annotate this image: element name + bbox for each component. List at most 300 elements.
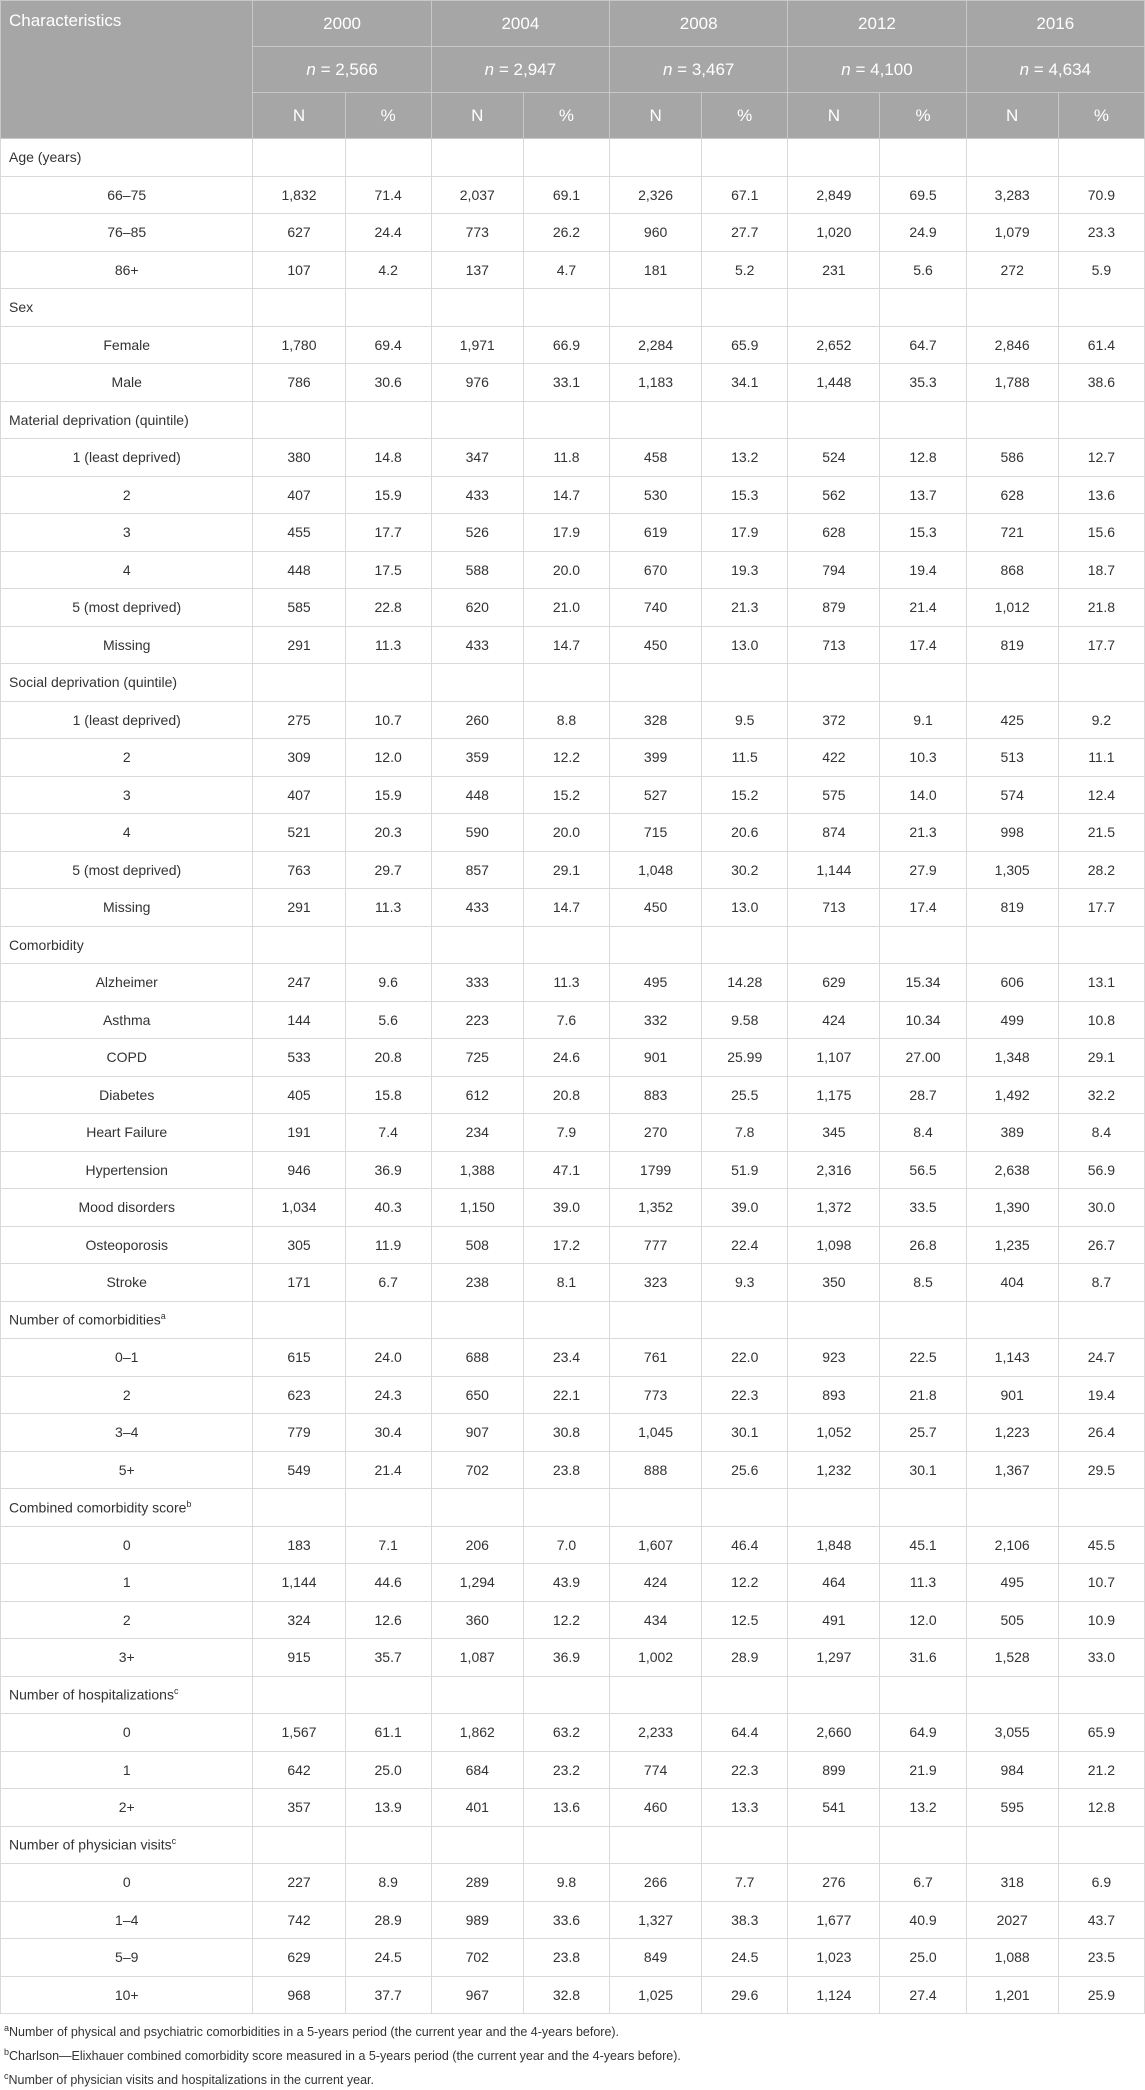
percent-cell: 9.5 [702, 701, 788, 739]
n-symbol: n [662, 59, 673, 79]
count-cell: 206 [431, 1526, 523, 1564]
percent-cell: 9.3 [702, 1264, 788, 1302]
empty-cell [880, 926, 966, 964]
row-label: Male [1, 364, 253, 402]
empty-cell [788, 926, 880, 964]
percent-cell: 30.2 [702, 851, 788, 889]
percent-cell: 40.3 [345, 1189, 431, 1227]
percent-cell: 21.8 [1058, 589, 1144, 627]
count-cell: 2,037 [431, 176, 523, 214]
empty-cell [253, 1826, 345, 1864]
section-title-text: Social deprivation (quintile) [9, 674, 178, 691]
empty-cell [253, 289, 345, 327]
count-cell: 305 [253, 1226, 345, 1264]
percent-cell: 56.9 [1058, 1151, 1144, 1189]
empty-cell [788, 1489, 880, 1527]
row-label: 4 [1, 551, 253, 589]
count-cell: 1,348 [966, 1039, 1058, 1077]
count-cell: 702 [431, 1451, 523, 1489]
row-label: Missing [1, 889, 253, 927]
table-row [1, 1526, 1145, 1564]
empty-cell [880, 664, 966, 702]
percent-cell: 45.1 [880, 1526, 966, 1564]
percent-cell: 37.7 [345, 1976, 431, 2014]
percent-cell: 27.00 [880, 1039, 966, 1077]
count-cell: 2,316 [788, 1151, 880, 1189]
empty-cell [253, 664, 345, 702]
empty-cell [1058, 664, 1144, 702]
percent-cell: 17.7 [1058, 626, 1144, 664]
percent-cell: 23.2 [523, 1751, 609, 1789]
empty-cell [610, 289, 702, 327]
table-body [1, 139, 1145, 2014]
percent-cell: 17.4 [880, 889, 966, 927]
count-cell: 1,352 [610, 1189, 702, 1227]
empty-cell [345, 1489, 431, 1527]
percent-cell: 7.1 [345, 1526, 431, 1564]
percent-cell: 17.7 [345, 514, 431, 552]
section-title [1, 1489, 253, 1527]
row-label: 76–85 [1, 214, 253, 252]
percent-cell: 10.8 [1058, 1001, 1144, 1039]
count-cell: 629 [253, 1939, 345, 1977]
table-row [1, 1751, 1145, 1789]
section-title-text: Number of hospitalizations [9, 1687, 174, 1704]
count-cell: 612 [431, 1076, 523, 1114]
count-cell: 1,023 [788, 1939, 880, 1977]
percent-cell: 56.5 [880, 1151, 966, 1189]
percent-cell: 20.8 [345, 1039, 431, 1077]
empty-cell [253, 1676, 345, 1714]
section-row [1, 139, 1145, 177]
table-row [1, 1451, 1145, 1489]
empty-cell [880, 1489, 966, 1527]
row-label: Heart Failure [1, 1114, 253, 1152]
percent-cell: 6.7 [345, 1264, 431, 1302]
percent-cell: 15.3 [880, 514, 966, 552]
count-cell: 1,098 [788, 1226, 880, 1264]
count-cell: 171 [253, 1264, 345, 1302]
count-cell: 2,660 [788, 1714, 880, 1752]
count-cell: 713 [788, 889, 880, 927]
percent-cell: 10.3 [880, 739, 966, 777]
count-cell: 1,002 [610, 1639, 702, 1677]
sample-size-header: n = 3,467 [610, 47, 788, 93]
row-label: Female [1, 326, 253, 364]
count-cell: 527 [610, 776, 702, 814]
percent-cell: 33.1 [523, 364, 609, 402]
percent-cell: 12.0 [345, 739, 431, 777]
count-cell: 1,079 [966, 214, 1058, 252]
count-cell: 1,175 [788, 1076, 880, 1114]
percent-cell: 63.2 [523, 1714, 609, 1752]
count-cell: 879 [788, 589, 880, 627]
empty-cell [610, 1301, 702, 1339]
characteristics-header: Characteristics [1, 1, 253, 139]
count-cell: 779 [253, 1414, 345, 1452]
empty-cell [1058, 401, 1144, 439]
percent-cell: 24.3 [345, 1376, 431, 1414]
empty-cell [345, 926, 431, 964]
count-cell: 1,143 [966, 1339, 1058, 1377]
count-cell: 1,124 [788, 1976, 880, 2014]
n-symbol: n [841, 59, 851, 79]
count-cell: 1,201 [966, 1976, 1058, 2014]
empty-cell [1058, 139, 1144, 177]
table-row [1, 1714, 1145, 1752]
empty-cell [253, 926, 345, 964]
count-cell: 1,780 [253, 326, 345, 364]
table-row [1, 1639, 1145, 1677]
count-cell: 270 [610, 1114, 702, 1152]
table-row [1, 701, 1145, 739]
count-cell: 1,144 [253, 1564, 345, 1602]
percent-cell: 9.2 [1058, 701, 1144, 739]
sample-size-header: n = 2,566 [253, 47, 431, 93]
section-title-text: Material deprivation (quintile) [9, 411, 189, 428]
percent-cell: 10.34 [880, 1001, 966, 1039]
count-cell: 266 [610, 1864, 702, 1902]
count-cell: 191 [253, 1114, 345, 1152]
percent-cell: 13.0 [702, 626, 788, 664]
empty-cell [702, 401, 788, 439]
table-row [1, 889, 1145, 927]
count-cell: 399 [610, 739, 702, 777]
percent-cell: 22.8 [345, 589, 431, 627]
empty-cell [1058, 1301, 1144, 1339]
footnote-text: Charlson—Elixhauer combined comorbidity score measured in a 5-years period (the current year and the 4-years before). [9, 2049, 681, 2064]
percent-cell: 5.6 [345, 1001, 431, 1039]
empty-cell [253, 401, 345, 439]
section-title [1, 926, 253, 964]
count-cell: 1,012 [966, 589, 1058, 627]
count-cell: 684 [431, 1751, 523, 1789]
table-row [1, 776, 1145, 814]
footnote [4, 2066, 1141, 2090]
count-cell: 360 [431, 1601, 523, 1639]
count-cell: 1,150 [431, 1189, 523, 1227]
count-cell: 2027 [966, 1901, 1058, 1939]
row-label: 3 [1, 776, 253, 814]
percent-cell: 14.7 [523, 476, 609, 514]
empty-cell [1058, 289, 1144, 327]
percent-cell: 13.6 [523, 1789, 609, 1827]
count-cell: 628 [788, 514, 880, 552]
count-cell: 448 [253, 551, 345, 589]
row-label: 86+ [1, 251, 253, 289]
percent-cell: 64.9 [880, 1714, 966, 1752]
table-row [1, 214, 1145, 252]
count-cell: 642 [253, 1751, 345, 1789]
empty-cell [431, 401, 523, 439]
percent-cell: 36.9 [345, 1151, 431, 1189]
count-cell: 458 [610, 439, 702, 477]
empty-cell [523, 289, 609, 327]
percent-cell: 12.8 [1058, 1789, 1144, 1827]
percent-cell: 30.1 [702, 1414, 788, 1452]
section-title-text: Number of comorbidities [9, 1312, 161, 1329]
count-cell: 407 [253, 476, 345, 514]
count-cell: 347 [431, 439, 523, 477]
row-label: Alzheimer [1, 964, 253, 1002]
empty-cell [880, 1301, 966, 1339]
count-cell: 773 [431, 214, 523, 252]
percent-cell: 61.4 [1058, 326, 1144, 364]
percent-cell: 24.5 [702, 1939, 788, 1977]
empty-cell [253, 1301, 345, 1339]
percent-cell: 51.9 [702, 1151, 788, 1189]
percent-cell: 6.7 [880, 1864, 966, 1902]
percent-cell: 66.9 [523, 326, 609, 364]
empty-cell [788, 1826, 880, 1864]
count-cell: 627 [253, 214, 345, 252]
percent-cell: 7.4 [345, 1114, 431, 1152]
count-cell: 499 [966, 1001, 1058, 1039]
count-cell: 464 [788, 1564, 880, 1602]
count-cell: 1,025 [610, 1976, 702, 2014]
empty-cell [966, 1826, 1058, 1864]
percent-cell: 43.7 [1058, 1901, 1144, 1939]
empty-cell [431, 1489, 523, 1527]
count-cell: 2,652 [788, 326, 880, 364]
section-title [1, 1676, 253, 1714]
percent-cell: 25.0 [345, 1751, 431, 1789]
percent-cell: 5.2 [702, 251, 788, 289]
percent-cell: 23.8 [523, 1939, 609, 1977]
percent-cell: 21.4 [880, 589, 966, 627]
percent-cell: 12.6 [345, 1601, 431, 1639]
empty-cell [345, 139, 431, 177]
empty-cell [253, 139, 345, 177]
count-cell: 405 [253, 1076, 345, 1114]
count-cell: 275 [253, 701, 345, 739]
count-cell: 460 [610, 1789, 702, 1827]
count-cell: 407 [253, 776, 345, 814]
percent-cell: 14.7 [523, 889, 609, 927]
section-title-text: Sex [9, 299, 34, 316]
count-cell: 107 [253, 251, 345, 289]
count-cell: 915 [253, 1639, 345, 1677]
count-cell: 530 [610, 476, 702, 514]
percent-cell: 26.8 [880, 1226, 966, 1264]
percent-cell: 65.9 [1058, 1714, 1144, 1752]
table-row [1, 1339, 1145, 1377]
count-cell: 541 [788, 1789, 880, 1827]
percent-cell: 15.2 [702, 776, 788, 814]
percent-cell: 10.7 [345, 701, 431, 739]
section-row [1, 1826, 1145, 1864]
percent-cell: 20.3 [345, 814, 431, 852]
section-row [1, 926, 1145, 964]
percent-cell: 70.9 [1058, 176, 1144, 214]
count-cell: 893 [788, 1376, 880, 1414]
sample-size-value: 3,467 [691, 59, 735, 79]
percent-cell: 7.9 [523, 1114, 609, 1152]
count-cell: 1,020 [788, 214, 880, 252]
percent-cell: 12.4 [1058, 776, 1144, 814]
percent-cell: 21.0 [523, 589, 609, 627]
count-cell: 742 [253, 1901, 345, 1939]
count-cell: 455 [253, 514, 345, 552]
footnote-mark: a [4, 2023, 10, 2033]
percent-cell: 28.2 [1058, 851, 1144, 889]
count-cell: 1,971 [431, 326, 523, 364]
count-cell: 350 [788, 1264, 880, 1302]
percent-cell: 29.1 [523, 851, 609, 889]
col-pct-header: % [880, 93, 966, 139]
percent-cell: 23.4 [523, 1339, 609, 1377]
count-cell: 629 [788, 964, 880, 1002]
percent-cell: 11.3 [345, 626, 431, 664]
count-cell: 144 [253, 1001, 345, 1039]
empty-cell [253, 1489, 345, 1527]
empty-cell [345, 1826, 431, 1864]
row-label: Asthma [1, 1001, 253, 1039]
percent-cell: 69.4 [345, 326, 431, 364]
percent-cell: 25.7 [880, 1414, 966, 1452]
footnote-marker: c [173, 1686, 179, 1697]
count-cell: 401 [431, 1789, 523, 1827]
empty-cell [966, 1301, 1058, 1339]
percent-cell: 28.9 [702, 1639, 788, 1677]
count-cell: 491 [788, 1601, 880, 1639]
count-cell: 998 [966, 814, 1058, 852]
percent-cell: 12.2 [702, 1564, 788, 1602]
count-cell: 424 [610, 1564, 702, 1602]
table-row [1, 739, 1145, 777]
percent-cell: 26.2 [523, 214, 609, 252]
percent-cell: 7.8 [702, 1114, 788, 1152]
empty-cell [966, 926, 1058, 964]
count-cell: 586 [966, 439, 1058, 477]
percent-cell: 32.2 [1058, 1076, 1144, 1114]
percent-cell: 7.0 [523, 1526, 609, 1564]
count-cell: 923 [788, 1339, 880, 1377]
section-title-text: Combined comorbidity score [9, 1499, 187, 1516]
count-cell: 2,326 [610, 176, 702, 214]
table-row [1, 1189, 1145, 1227]
count-cell: 223 [431, 1001, 523, 1039]
empty-cell [702, 289, 788, 327]
n-symbol: n [306, 59, 316, 79]
empty-cell [702, 926, 788, 964]
percent-cell: 46.4 [702, 1526, 788, 1564]
count-cell: 670 [610, 551, 702, 589]
row-label: 0 [1, 1714, 253, 1752]
empty-cell [523, 401, 609, 439]
percent-cell: 28.7 [880, 1076, 966, 1114]
count-cell: 549 [253, 1451, 345, 1489]
table-row [1, 1264, 1145, 1302]
table-header [1, 1, 1145, 139]
count-cell: 628 [966, 476, 1058, 514]
percent-cell: 38.3 [702, 1901, 788, 1939]
percent-cell: 14.0 [880, 776, 966, 814]
count-cell: 819 [966, 626, 1058, 664]
col-pct-header: % [702, 93, 788, 139]
table-row [1, 1564, 1145, 1602]
col-n-header: N [253, 93, 345, 139]
table-row [1, 626, 1145, 664]
row-label: 5+ [1, 1451, 253, 1489]
percent-cell: 4.2 [345, 251, 431, 289]
empty-cell [966, 664, 1058, 702]
percent-cell: 9.58 [702, 1001, 788, 1039]
count-cell: 1,372 [788, 1189, 880, 1227]
percent-cell: 29.5 [1058, 1451, 1144, 1489]
count-cell: 3,283 [966, 176, 1058, 214]
percent-cell: 15.34 [880, 964, 966, 1002]
percent-cell: 7.6 [523, 1001, 609, 1039]
count-cell: 1,327 [610, 1901, 702, 1939]
count-cell: 433 [431, 889, 523, 927]
footnote-mark: c [4, 2071, 9, 2082]
percent-cell: 11.9 [345, 1226, 431, 1264]
count-cell: 247 [253, 964, 345, 1002]
table-row [1, 1414, 1145, 1452]
count-cell: 448 [431, 776, 523, 814]
empty-cell [610, 926, 702, 964]
percent-cell: 33.5 [880, 1189, 966, 1227]
col-n-header: N [966, 93, 1058, 139]
count-cell: 495 [610, 964, 702, 1002]
empty-cell [523, 1301, 609, 1339]
empty-cell [966, 1676, 1058, 1714]
section-row [1, 1489, 1145, 1527]
empty-cell [431, 139, 523, 177]
count-cell: 623 [253, 1376, 345, 1414]
percent-cell: 15.3 [702, 476, 788, 514]
percent-cell: 17.5 [345, 551, 431, 589]
count-cell: 324 [253, 1601, 345, 1639]
percent-cell: 13.2 [880, 1789, 966, 1827]
count-cell: 234 [431, 1114, 523, 1152]
sample-size-header: n = 4,100 [788, 47, 966, 93]
empty-cell [788, 289, 880, 327]
count-cell: 2,233 [610, 1714, 702, 1752]
empty-cell [345, 401, 431, 439]
percent-cell: 27.9 [880, 851, 966, 889]
percent-cell: 6.9 [1058, 1864, 1144, 1902]
row-label: 3 [1, 514, 253, 552]
footnote [4, 2018, 1141, 2042]
percent-cell: 9.6 [345, 964, 431, 1002]
percent-cell: 21.9 [880, 1751, 966, 1789]
count-cell: 227 [253, 1864, 345, 1902]
percent-cell: 19.3 [702, 551, 788, 589]
col-pct-header: % [1058, 93, 1144, 139]
percent-cell: 24.6 [523, 1039, 609, 1077]
empty-cell [523, 926, 609, 964]
percent-cell: 22.3 [702, 1376, 788, 1414]
count-cell: 773 [610, 1376, 702, 1414]
percent-cell: 64.7 [880, 326, 966, 364]
section-row [1, 1301, 1145, 1339]
table-row [1, 176, 1145, 214]
row-label: Stroke [1, 1264, 253, 1302]
percent-cell: 13.6 [1058, 476, 1144, 514]
count-cell: 960 [610, 214, 702, 252]
count-cell: 620 [431, 589, 523, 627]
table-row [1, 1901, 1145, 1939]
percent-cell: 21.4 [345, 1451, 431, 1489]
row-label: 2 [1, 1376, 253, 1414]
count-cell: 1,305 [966, 851, 1058, 889]
footnote-marker: c [171, 1836, 177, 1847]
count-cell: 967 [431, 1976, 523, 2014]
percent-cell: 33.6 [523, 1901, 609, 1939]
count-cell: 332 [610, 1001, 702, 1039]
